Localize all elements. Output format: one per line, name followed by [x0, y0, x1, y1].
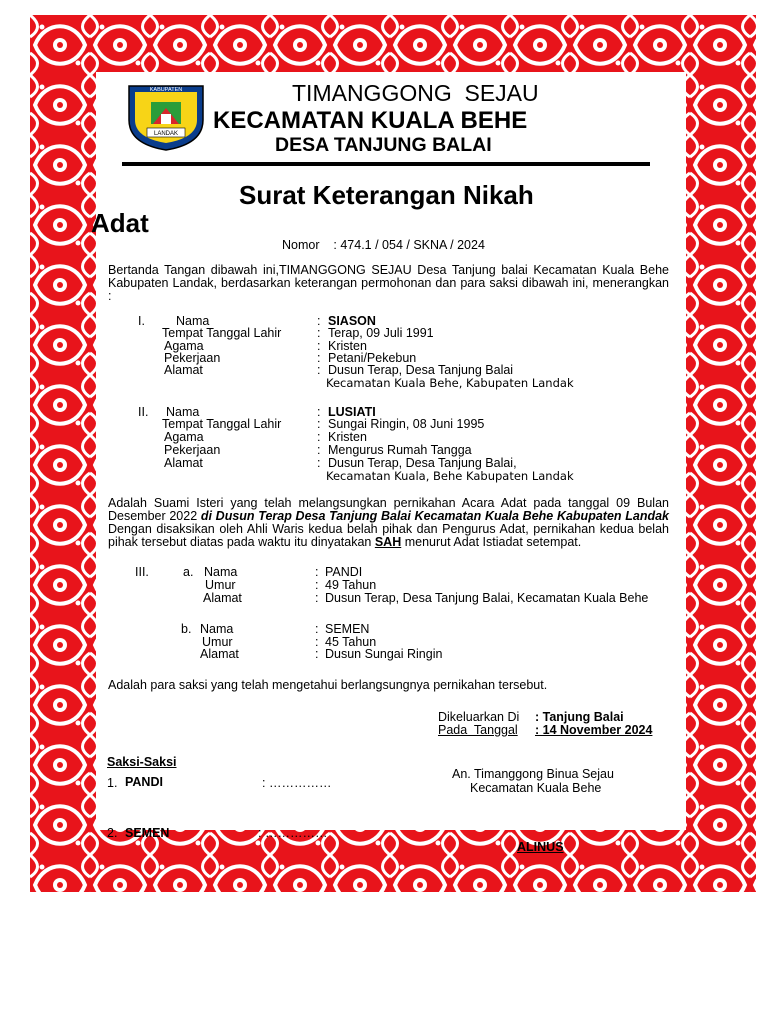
document-number: Nomor : 474.1 / 054 / SKNA / 2024: [282, 238, 485, 252]
colon: :: [317, 417, 321, 431]
colon: :: [315, 622, 319, 636]
party2-label-alamat: Alamat: [164, 456, 203, 470]
party2-agama: Kristen: [328, 430, 367, 444]
issued-date-label: Pada Tanggal: [438, 723, 518, 737]
party2-alamat2: Kecamatan Kuala, Behe Kabupaten Landak: [326, 469, 574, 483]
party1-number: I.: [138, 314, 145, 328]
witness-a-alamat: Dusun Terap, Desa Tanjung Balai, Kecamatan Kuala Behe: [325, 591, 649, 605]
party1-name: SIASON: [328, 314, 376, 328]
header-divider: [122, 162, 650, 166]
header-line1: TIMANGGONG SEJAU: [292, 80, 539, 106]
header-line3: DESA TANJUNG BALAI: [275, 134, 492, 156]
party2-number: II.: [138, 405, 149, 419]
colon: :: [317, 456, 321, 470]
closing-statement: Adalah para saksi yang telah mengetahui berlangsungnya pernikahan tersebut.: [108, 678, 548, 692]
witness-b-prefix: b.: [181, 622, 192, 636]
witness-a-label-nama: Nama: [204, 565, 238, 579]
party2-name: LUSIATI: [328, 405, 376, 419]
party1-pekerjaan: Petani/Pekebun: [328, 351, 417, 365]
witness-b-label-umur: Umur: [202, 635, 233, 649]
saksi-1-signature-line: : ……………: [262, 776, 332, 790]
colon: :: [315, 591, 319, 605]
statement-text-2: Dengan disaksikan oleh Ahli Waris kedua belah pihak dan Pengurus Adat, pernikahan kedua belah pihak tersebut diatas pada waktu itu dinyatakan: [108, 522, 669, 549]
party1-alamat1: Dusun Terap, Desa Tanjung Balai: [328, 363, 514, 377]
colon: :: [317, 339, 321, 353]
party1-alamat2: Kecamatan Kuala Behe, Kabupaten Landak: [326, 376, 574, 390]
header-line2: KECAMATAN KUALA BEHE: [213, 107, 528, 134]
witness-a-label-umur: Umur: [205, 578, 236, 592]
party1-ttl: Terap, 09 Juli 1991: [328, 326, 434, 340]
saksi-2-name: SEMEN: [125, 826, 170, 840]
party2-pekerjaan: Mengurus Rumah Tangga: [328, 443, 472, 457]
colon: :: [317, 430, 321, 444]
party1-label-agama: Agama: [164, 339, 204, 353]
issued-place-label: Dikeluarkan Di: [438, 710, 520, 724]
party2-ttl: Sungai Ringin, 08 Juni 1995: [328, 417, 485, 431]
party2-label-ttl: Tempat Tanggal Lahir: [162, 417, 282, 431]
colon: :: [317, 405, 321, 419]
statement-place: di Dusun Terap Desa Tanjung Balai Kecamatan Kuala Behe Kabupaten Landak: [200, 509, 669, 523]
party2-label-agama: Agama: [164, 430, 204, 444]
witness-a-umur: 49 Tahun: [325, 578, 377, 592]
colon: :: [317, 326, 321, 340]
colon: :: [317, 314, 321, 328]
witness-a-label-alamat: Alamat: [203, 591, 242, 605]
colon: :: [317, 443, 321, 457]
saksi-2-signature-line: : ……………: [258, 826, 328, 840]
party1-label-nama: Nama: [176, 314, 210, 328]
document-title-cont: Adat: [91, 208, 149, 238]
colon: :: [315, 578, 319, 592]
colon: :: [317, 363, 321, 377]
witness-a-name: PANDI: [325, 565, 363, 579]
signer-name: ALINUS: [517, 840, 564, 854]
saksi-2-number: 2.: [107, 826, 118, 840]
logo-text-top: KABUPATEN: [149, 87, 183, 93]
colon: :: [315, 565, 319, 579]
party1-label-pekerjaan: Pekerjaan: [164, 351, 221, 365]
statement-text: Adalah Suami Isteri yang telah melangsungkan pernikahan Acara Adat pada tanggal 09 Bulan Desember 2022: [108, 496, 669, 523]
saksi-1-number: 1.: [107, 776, 118, 790]
witness-number: III.: [135, 565, 149, 579]
saksi-1-name: PANDI: [125, 775, 163, 789]
party2-alamat1: Dusun Terap, Desa Tanjung Balai,: [328, 456, 517, 470]
signer-title: An. Timanggong Binua Sejau: [452, 767, 614, 781]
kabupaten-landak-logo: [123, 80, 209, 152]
party1-label-ttl: Tempat Tanggal Lahir: [162, 326, 282, 340]
signer-office: Kecamatan Kuala Behe: [470, 781, 602, 795]
statement-text-3: menurut Adat Istiadat setempat.: [401, 535, 582, 549]
party1-label-alamat: Alamat: [164, 363, 203, 377]
witness-b-label-nama: Nama: [200, 622, 234, 636]
witness-b-label-alamat: Alamat: [200, 647, 239, 661]
party2-label-pekerjaan: Pekerjaan: [164, 443, 221, 457]
party1-agama: Kristen: [328, 339, 367, 353]
statement-sah: SAH: [374, 535, 402, 549]
witness-b-umur: 45 Tahun: [325, 635, 377, 649]
logo-text-bottom: LANDAK: [153, 131, 179, 137]
party2-label-nama: Nama: [166, 405, 200, 419]
document-title: Surat Keterangan Nikah: [239, 180, 534, 210]
witness-b-alamat: Dusun Sungai Ringin: [325, 647, 443, 661]
saksi-heading: Saksi-Saksi: [107, 755, 177, 769]
colon: :: [315, 635, 319, 649]
witness-b-name: SEMEN: [325, 622, 370, 636]
witness-a-prefix: a.: [183, 565, 194, 579]
statement-paragraph: [108, 497, 669, 549]
issued-date-value: : 14 November 2024: [535, 723, 653, 737]
intro-paragraph: Bertanda Tangan dibawah ini,TIMANGGONG SEJAU Desa Tanjung balai Kecamatan Kuala Behe Kabupaten Landak, berdasarkan keterangan permohonan dan para saksi dibawah ini, menerangkan :: [108, 263, 669, 303]
colon: :: [317, 351, 321, 365]
colon: :: [315, 647, 319, 661]
issued-place-value: : Tanjung Balai: [535, 710, 624, 724]
